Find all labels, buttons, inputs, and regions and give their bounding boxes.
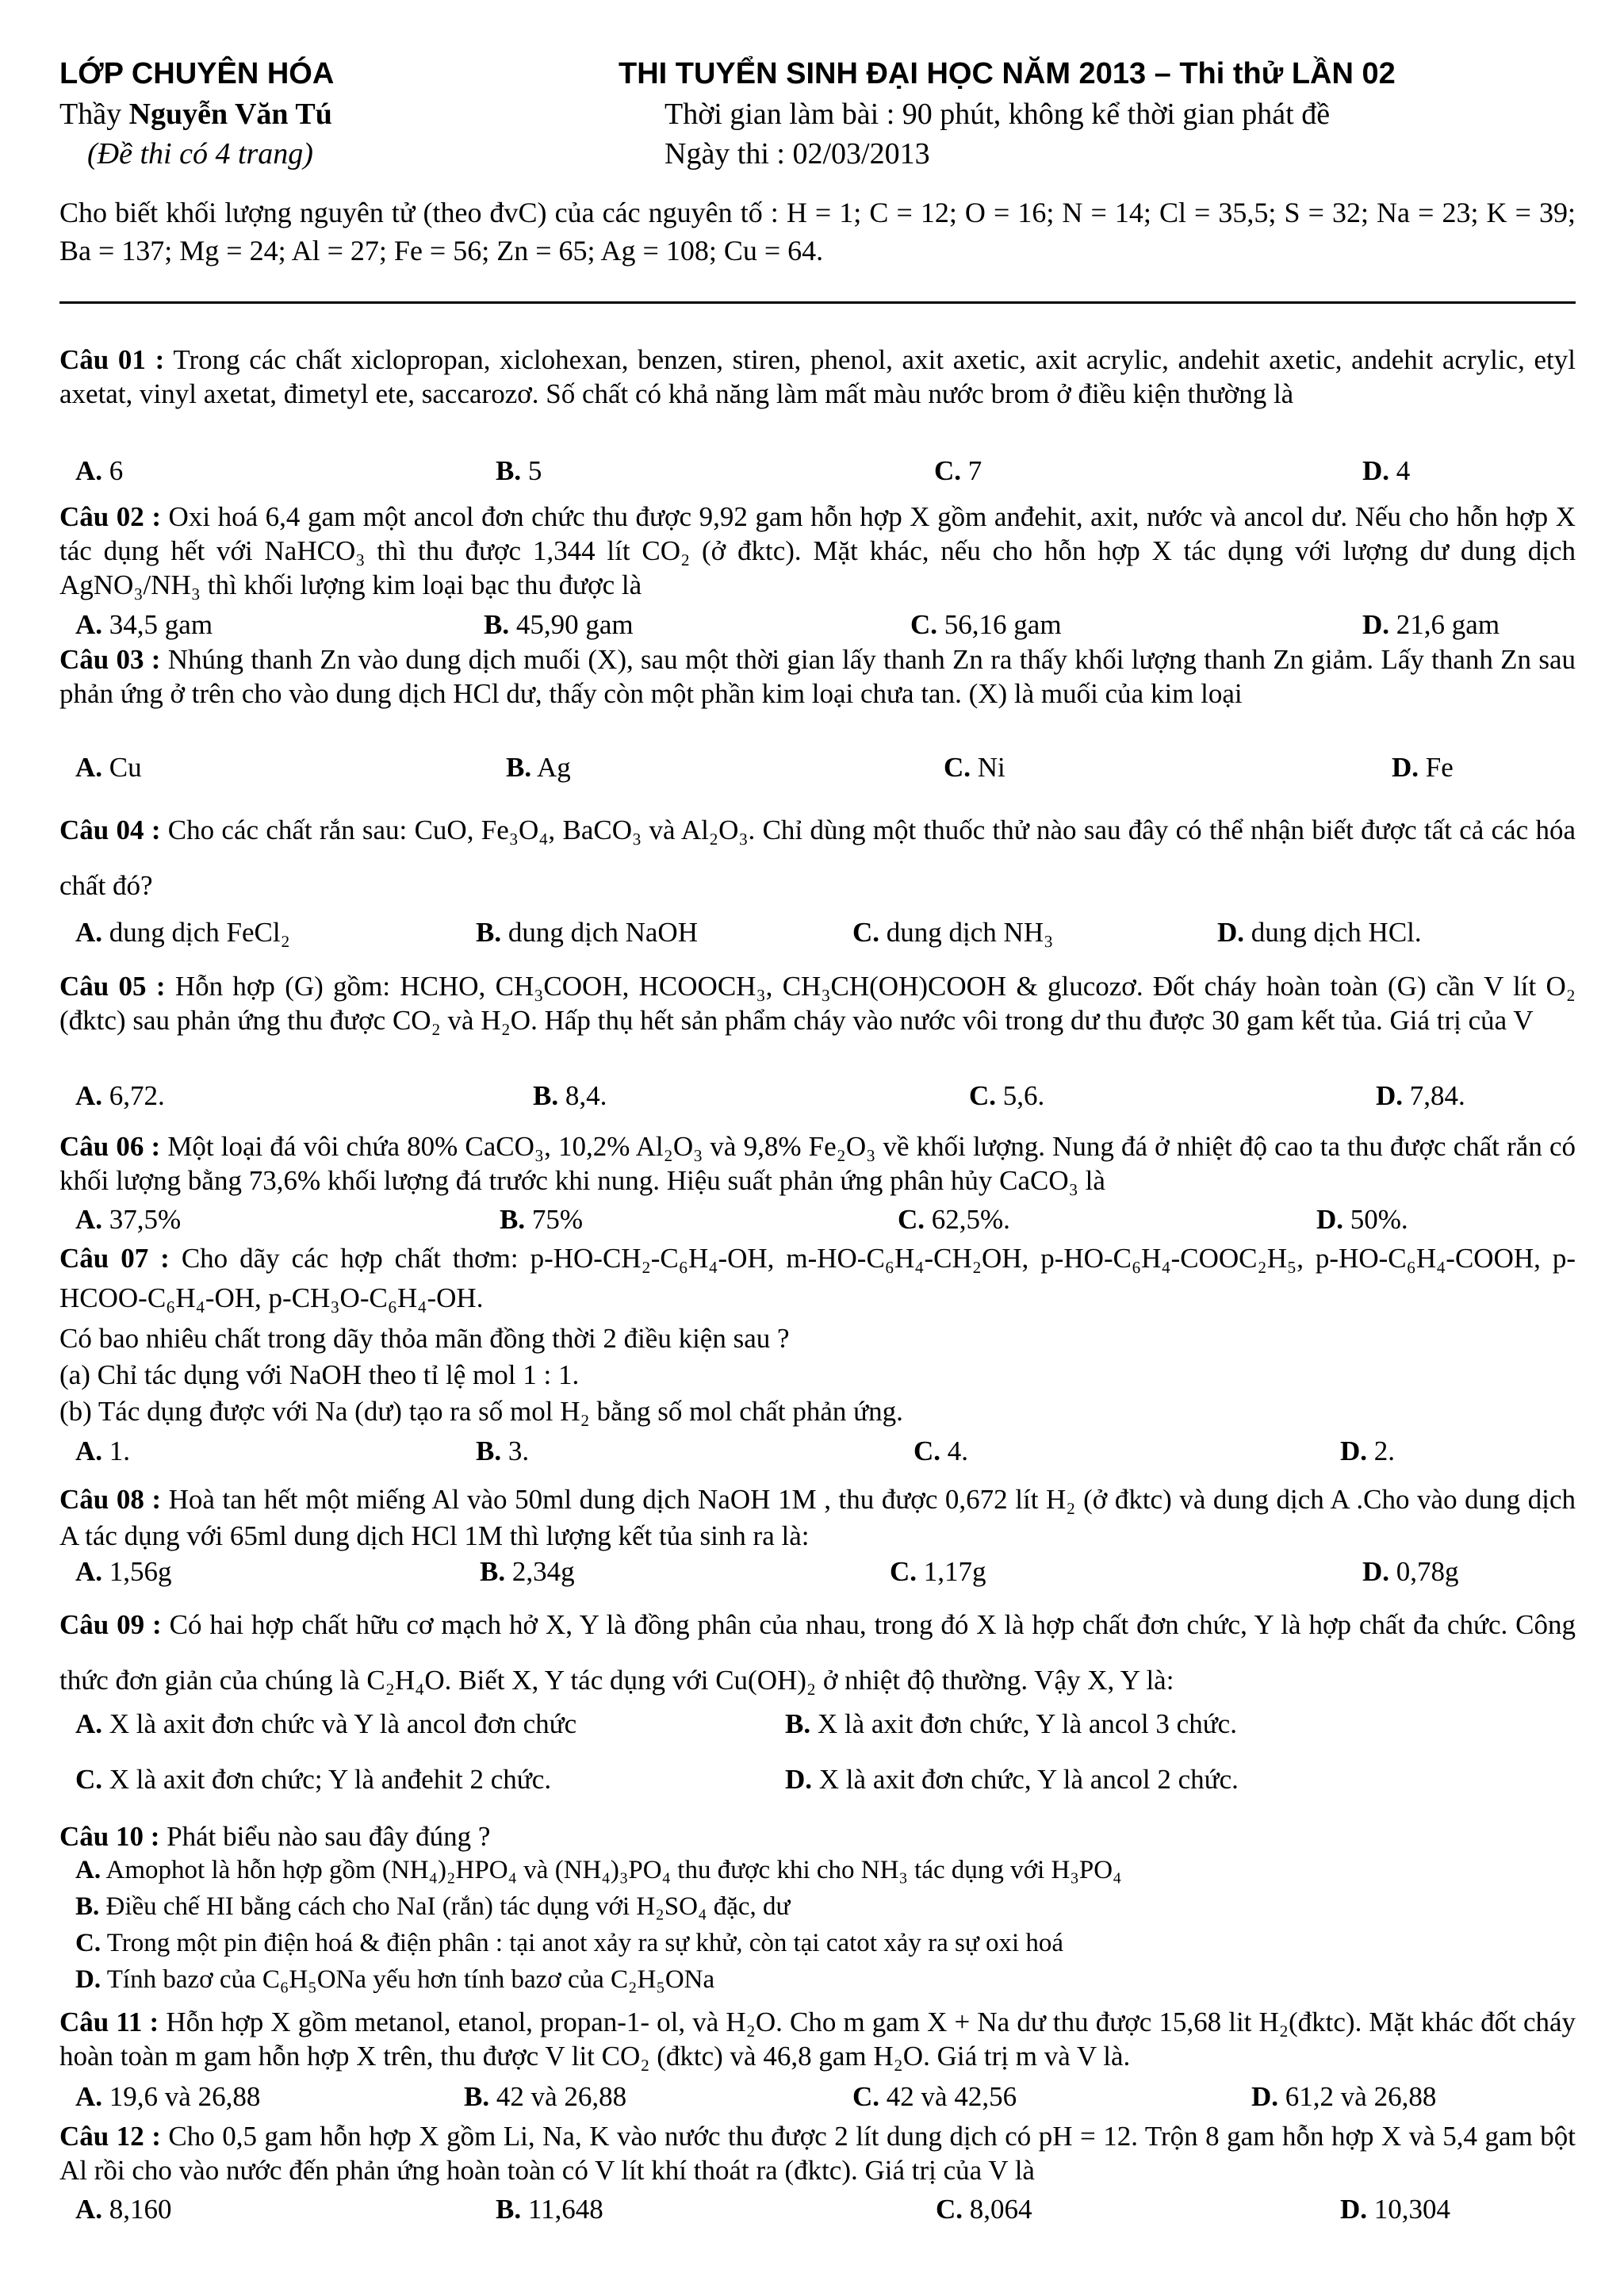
question-12 [59, 2119, 1576, 2187]
q10-option-c[interactable]: C. Trong một pin điện hoá & điện phân : tại anot xảy ra sự khử, còn tại catot xảy ra sự oxi hoá [75, 1929, 1064, 1957]
q7-option-a[interactable]: A. 1. [75, 1435, 131, 1466]
q2-option-b[interactable]: B. 45,90 gam [484, 609, 634, 640]
exam-date: Ngày thi : 02/03/2013 [665, 137, 930, 171]
q6-option-c[interactable]: C. 62,5%. [898, 1204, 1010, 1235]
q12-option-a[interactable]: A. 8,160 [75, 2194, 172, 2225]
q9-option-c[interactable]: C. X là axit đơn chức; Y là anđehit 2 chức. [75, 1764, 552, 1795]
question-number: Câu 07 : [59, 1243, 170, 1274]
class-title: LỚP CHUYÊN HÓA [59, 57, 335, 90]
q5-option-a[interactable]: A. 6,72. [75, 1080, 165, 1111]
question-text: Hỗn hợp X gồm metanol, etanol, propan-1- ol, và H₂O. Cho m gam X + Na dư thu được 15,68 lit H₂(đktc). Mặt khác đốt cháy hoàn toàn m gam hỗn hợp X trên, thu được V lit CO₂ (đktc) và 46,8 gam H₂O. Giá trị m và V là. [59, 2007, 1576, 2072]
q8-option-c[interactable]: C. 1,17g [890, 1556, 986, 1587]
q8-option-b[interactable]: B. 2,34g [480, 1556, 575, 1587]
question-3 [59, 642, 1576, 711]
teacher-line [59, 97, 332, 132]
question-text: Phát biểu nào sau đây đúng ? [167, 1821, 491, 1852]
question-number: Câu 10 : [59, 1821, 160, 1852]
question-number: Câu 11 : [59, 2007, 159, 2037]
q7-option-d[interactable]: D. 2. [1340, 1435, 1396, 1466]
question-number: Câu 01 : [59, 344, 165, 375]
q10-option-b[interactable]: B. Điều chế HI bằng cách cho NaI (rắn) tác dụng với H₂SO₄ đặc, dư [75, 1892, 791, 1921]
q6-option-a[interactable]: A. 37,5% [75, 1204, 182, 1235]
q6-option-d[interactable]: D. 50%. [1316, 1204, 1408, 1235]
q3-option-c[interactable]: C. Ni [944, 752, 1005, 783]
question-7-condition-b: (b) Tác dụng được với Na (dư) tạo ra số mol H₂ bằng số mol chất phản ứng. [59, 1396, 903, 1427]
question-2 [59, 500, 1576, 602]
q7-option-b[interactable]: B. 3. [476, 1435, 530, 1466]
q12-option-c[interactable]: C. 8,064 [936, 2194, 1032, 2225]
exam-title: THI TUYỂN SINH ĐẠI HỌC NĂM 2013 – Thi thử LẦN 02 [619, 57, 1396, 90]
q8-option-d[interactable]: D. 0,78g [1362, 1556, 1459, 1587]
q3-option-b[interactable]: B. Ag [506, 752, 571, 783]
q2-option-a[interactable]: A. 34,5 gam [75, 609, 213, 640]
q9-option-d[interactable]: D. X là axit đơn chức, Y là ancol 2 chức. [785, 1764, 1239, 1795]
q5-option-b[interactable]: B. 8,4. [533, 1080, 607, 1111]
question-7-condition-a: (a) Chỉ tác dụng với NaOH theo tỉ lệ mol 1 : 1. [59, 1359, 580, 1390]
question-4 [59, 803, 1576, 914]
q4-option-a[interactable]: A. dung dịch FeCl₂ [75, 917, 290, 948]
teacher-name: Nguyễn Văn Tú [128, 98, 332, 131]
q11-option-a[interactable]: A. 19,6 và 26,88 [75, 2081, 261, 2112]
q6-option-b[interactable]: B. 75% [500, 1204, 584, 1235]
q11-option-c[interactable]: C. 42 và 42,56 [852, 2081, 1017, 2112]
q11-option-d[interactable]: D. 61,2 và 26,88 [1251, 2081, 1437, 2112]
time-note: Thời gian làm bài : 90 phút, không kể thời gian phát đề [665, 98, 1331, 131]
question-6 [59, 1129, 1576, 1198]
q9-option-b[interactable]: B. X là axit đơn chức, Y là ancol 3 chức. [785, 1708, 1237, 1739]
q2-option-d[interactable]: D. 21,6 gam [1362, 609, 1500, 640]
q12-option-b[interactable]: B. 11,648 [496, 2194, 603, 2225]
q8-option-a[interactable]: A. 1,56g [75, 1556, 172, 1587]
question-11 [59, 2005, 1576, 2073]
question-text: Cho dãy các hợp chất thơm: p-HO-CH₂-C₆H₄-OH, m-HO-C₆H₄-CH₂OH, p-HO-C₆H₄-COOC₂H₅, p-HO-C₆H₄-COOH, p-HCOO-C₆H₄-OH, p-CH₃O-C₆H₄-OH. [59, 1243, 1576, 1313]
question-number: Câu 12 : [59, 2121, 161, 2152]
question-number: Câu 04 : [59, 815, 161, 845]
q4-option-d[interactable]: D. dung dịch HCl. [1217, 917, 1422, 948]
question-text: Hoà tan hết một miếng Al vào 50ml dung dịch NaOH 1M , thu được 0,672 lít H₂ (ở đktc) và dung dịch A .Cho vào dung dịch A tác dụng với 65ml dung dịch HCl 1M thì lượng kết tủa sinh ra là: [59, 1484, 1576, 1551]
question-text: Nhúng thanh Zn vào dung dịch muối (X), sau một thời gian lấy thanh Zn ra thấy khối lượng thanh Zn giảm. Lấy thanh Zn sau phản ứng ở trên cho vào dung dịch HCl dư, thấy còn một phần kim loại chưa tan. (X) là muối của kim loại [59, 644, 1576, 709]
q3-option-d[interactable]: D. Fe [1392, 752, 1454, 783]
q1-option-c[interactable]: C. 7 [934, 455, 982, 486]
question-number: Câu 03 : [59, 644, 161, 675]
teacher-prefix: Thầy [59, 98, 129, 131]
q11-option-b[interactable]: B. 42 và 26,88 [464, 2081, 627, 2112]
atomic-masses: Cho biết khối lượng nguyên tử (theo đvC) của các nguyên tố : H = 1; C = 12; O = 16; N = 14; Cl = 35,5; S = 32; Na = 23; K = 39; Ba = 137; Mg = 24; Al = 27; Fe = 56; Zn = 65; Ag = 108; Cu = 64. [59, 197, 1576, 266]
q4-option-c[interactable]: C. dung dịch NH₃ [852, 917, 1054, 948]
question-text: Có hai hợp chất hữu cơ mạch hở X, Y là đồng phân của nhau, trong đó X là hợp chất đơn chức, Y là hợp chất đa chức. Công thức đơn giản của chúng là C₂H₄O. Biết X, Y tác dụng với Cu(OH)₂ ở nhiệt độ thường. Vậy X, Y là: [59, 1609, 1576, 1696]
question-text: Một loại đá vôi chứa 80% CaCO₃, 10,2% Al₂O₃ và 9,8% Fe₂O₃ về khối lượng. Nung đá ở nhiệt độ cao ta thu được chất rắn có khối lượng bằng 73,6% khối lượng đá trước khi nung. Hiệu suất phản ứng phân hủy CaCO₃ là [59, 1131, 1576, 1196]
q12-option-d[interactable]: D. 10,304 [1340, 2194, 1451, 2225]
q1-option-b[interactable]: B. 5 [496, 455, 542, 486]
q5-option-d[interactable]: D. 7,84. [1376, 1080, 1465, 1111]
q10-option-d[interactable]: D. Tính bazơ của C₆H₅ONa yếu hơn tính bazơ của C₂H₅ONa [75, 1965, 715, 1994]
q2-option-c[interactable]: C. 56,16 gam [910, 609, 1062, 640]
question-text: Hỗn hợp (G) gồm: HCHO, CH₃COOH, HCOOCH₃, CH₃CH(OH)COOH & glucozơ. Đốt cháy hoàn toàn (G) cần V lít O₂ (đktc) sau phản ứng thu được CO₂ và H₂O. Hấp thụ hết sản phẩm cháy vào nước vôi trong dư thu được 30 gam kết tủa. Giá trị của V [59, 971, 1576, 1036]
question-5 [59, 969, 1576, 1037]
q10-option-a[interactable]: A. Amophot là hỗn hợp gồm (NH₄)₂HPO₄ và (NH₄)₃PO₄ thu được khi cho NH₃ tác dụng với H₃PO₄ [75, 1856, 1122, 1884]
q1-option-a[interactable]: A. 6 [75, 455, 124, 486]
question-number: Câu 02 : [59, 501, 161, 532]
q1-option-d[interactable]: D. 4 [1362, 455, 1411, 486]
question-number: Câu 08 : [59, 1484, 162, 1515]
question-text: Oxi hoá 6,4 gam một ancol đơn chức thu được 9,92 gam hỗn hợp X gồm anđehit, axit, nước và ancol dư. Nếu cho hỗn hợp X tác dụng hết với NaHCO₃ thì thu được 1,344 lít CO₂ (ở đktc). Mặt khác, nếu cho hỗn hợp X tác dụng với lượng dư dung dịch AgNO₃/NH₃ thì khối lượng kim loại bạc thu được là [59, 501, 1576, 600]
q9-option-a[interactable]: A. X là axit đơn chức và Y là ancol đơn chức [75, 1708, 577, 1739]
q4-option-b[interactable]: B. dung dịch NaOH [476, 917, 698, 948]
question-7 [59, 1239, 1576, 1318]
question-number: Câu 06 : [59, 1131, 161, 1162]
header-divider [59, 301, 1576, 304]
question-7-conditions-intro: Có bao nhiêu chất trong dãy thỏa mãn đồng thời 2 điều kiện sau ? [59, 1323, 790, 1354]
question-number: Câu 09 : [59, 1609, 162, 1640]
question-10 [59, 1819, 1576, 1853]
pages-note: (Đề thi có 4 trang) [87, 137, 313, 171]
question-9 [59, 1597, 1576, 1708]
q5-option-c[interactable]: C. 5,6. [969, 1080, 1045, 1111]
question-number: Câu 05 : [59, 971, 166, 1002]
q3-option-a[interactable]: A. Cu [75, 752, 142, 783]
question-text: Cho các chất rắn sau: CuO, Fe₃O₄, BaCO₃ và Al₂O₃. Chỉ dùng một thuốc thử nào sau đây có thể nhận biết được tất cả các hóa chất đó? [59, 815, 1576, 901]
question-1 [59, 343, 1576, 411]
q7-option-c[interactable]: C. 4. [914, 1435, 969, 1466]
question-8 [59, 1481, 1576, 1554]
question-text: Cho 0,5 gam hỗn hợp X gồm Li, Na, K vào nước thu được 2 lít dung dịch có pH = 12. Trộn 8 gam hỗn hợp X và 5,4 gam bột Al rồi cho vào nước đến phản ứng hoàn toàn có V lít khí thoát ra (đktc). Giá trị của V là [59, 2121, 1576, 2186]
question-text: Trong các chất xiclopropan, xiclohexan, benzen, stiren, phenol, axit axetic, axit acrylic, andehit axetic, andehit acrylic, etyl axetat, vinyl axetat, đimetyl ete, saccarozơ. Số chất có khả năng làm mất màu nước brom ở điều kiện thường là [59, 344, 1576, 409]
